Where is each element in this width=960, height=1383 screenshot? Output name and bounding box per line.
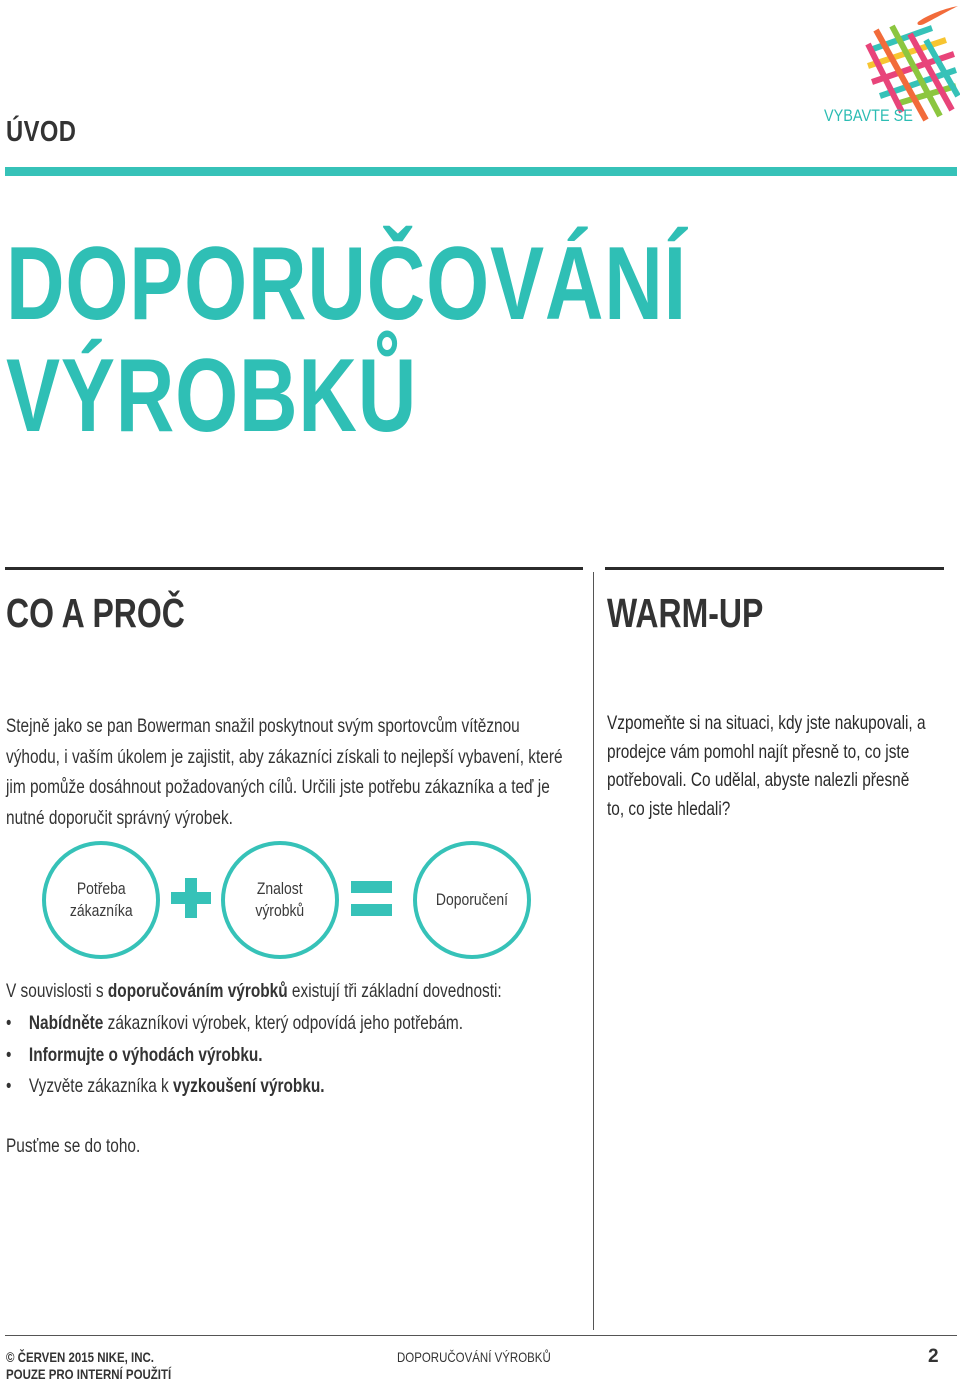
column-divider — [593, 572, 594, 1330]
bullet-icon: • — [6, 1012, 12, 1034]
right-column-rule — [605, 567, 944, 570]
skill-1-rest: zákazníkovi výrobek, který odpovídá jeho potřebám. — [103, 1012, 464, 1034]
equation-circle-recommendation — [413, 841, 531, 959]
page-title-line-2: VÝROBKŮ — [6, 338, 418, 454]
bullet-icon: • — [6, 1075, 12, 1097]
skills-intro-after: existují tři základní dovednosti: — [287, 980, 502, 1002]
list-item — [6, 1072, 559, 1104]
skill-2-bold: Informujte o výhodách výrobku. — [28, 1043, 263, 1066]
equation-term-1: Potřeba zákazníka — [69, 879, 133, 920]
footer-internal-use: POUZE PRO INTERNÍ POUŽITÍ — [6, 1366, 172, 1382]
section-label: ÚVOD — [6, 116, 77, 148]
footer-copyright-block — [6, 1349, 171, 1383]
skill-3-bold: vyzkoušení výrobku. — [173, 1075, 325, 1097]
equals-icon — [351, 881, 392, 917]
skills-list — [6, 1009, 559, 1104]
brand-tagline: VYBAVTE SE — [824, 106, 913, 125]
header-rule — [5, 167, 957, 176]
skills-intro — [6, 977, 559, 1005]
equation-circle-product-knowledge — [221, 841, 339, 959]
skill-3-plain: Vyzvěte zákazníka k — [28, 1075, 174, 1097]
plus-icon — [171, 878, 211, 918]
equation-result: Doporučení — [435, 890, 509, 909]
warm-up-paragraph: Vzpomeňte si na situaci, kdy jste nakupovali, a prodejce vám pomohl najít přesně to, co jste potřebovali. Co udělal, abyste nalezli přesně to, co jste hledali? — [607, 712, 926, 820]
skills-intro-before: V souvislosti s — [6, 980, 108, 1002]
skill-1-bold: Nabídněte — [28, 1012, 104, 1034]
footer-rule — [5, 1335, 957, 1336]
equation-circle-customer-need — [42, 841, 160, 959]
equation-term-2: Znalost výrobků — [255, 879, 305, 920]
footer-copyright: © ČERVEN 2015 NIKE, INC. — [6, 1349, 154, 1365]
page-title — [6, 228, 708, 452]
intro-paragraph: Stejně jako se pan Bowerman snažil poskytnout svým sportovcům vítěznou výhodu, i vaším úkolem je zajistit, aby zákazníci získali to nejlepší vybavení, které jim pomůže dosáhnout požadovaných cílů. Určili jste potřebu zákazníka a teď je nutné doporučit správný výrobek. — [6, 715, 563, 829]
footer-document-title: DOPORUČOVÁNÍ VÝROBKŮ — [397, 1349, 551, 1365]
page-title-line-1: DOPORUČOVÁNÍ — [6, 226, 687, 342]
closing-line: Pusťme se do toho. — [6, 1135, 141, 1157]
list-item — [6, 1041, 559, 1073]
list-item — [6, 1009, 559, 1041]
section-heading-warm-up: WARM-UP — [607, 590, 764, 636]
section-heading-what-why: CO A PROČ — [6, 590, 185, 636]
left-column-rule — [5, 567, 583, 570]
page-number: 2 — [928, 1346, 939, 1367]
skills-intro-bold: doporučováním výrobků — [107, 980, 288, 1002]
nike-swoosh-icon — [917, 6, 958, 25]
bullet-icon: • — [6, 1043, 12, 1066]
